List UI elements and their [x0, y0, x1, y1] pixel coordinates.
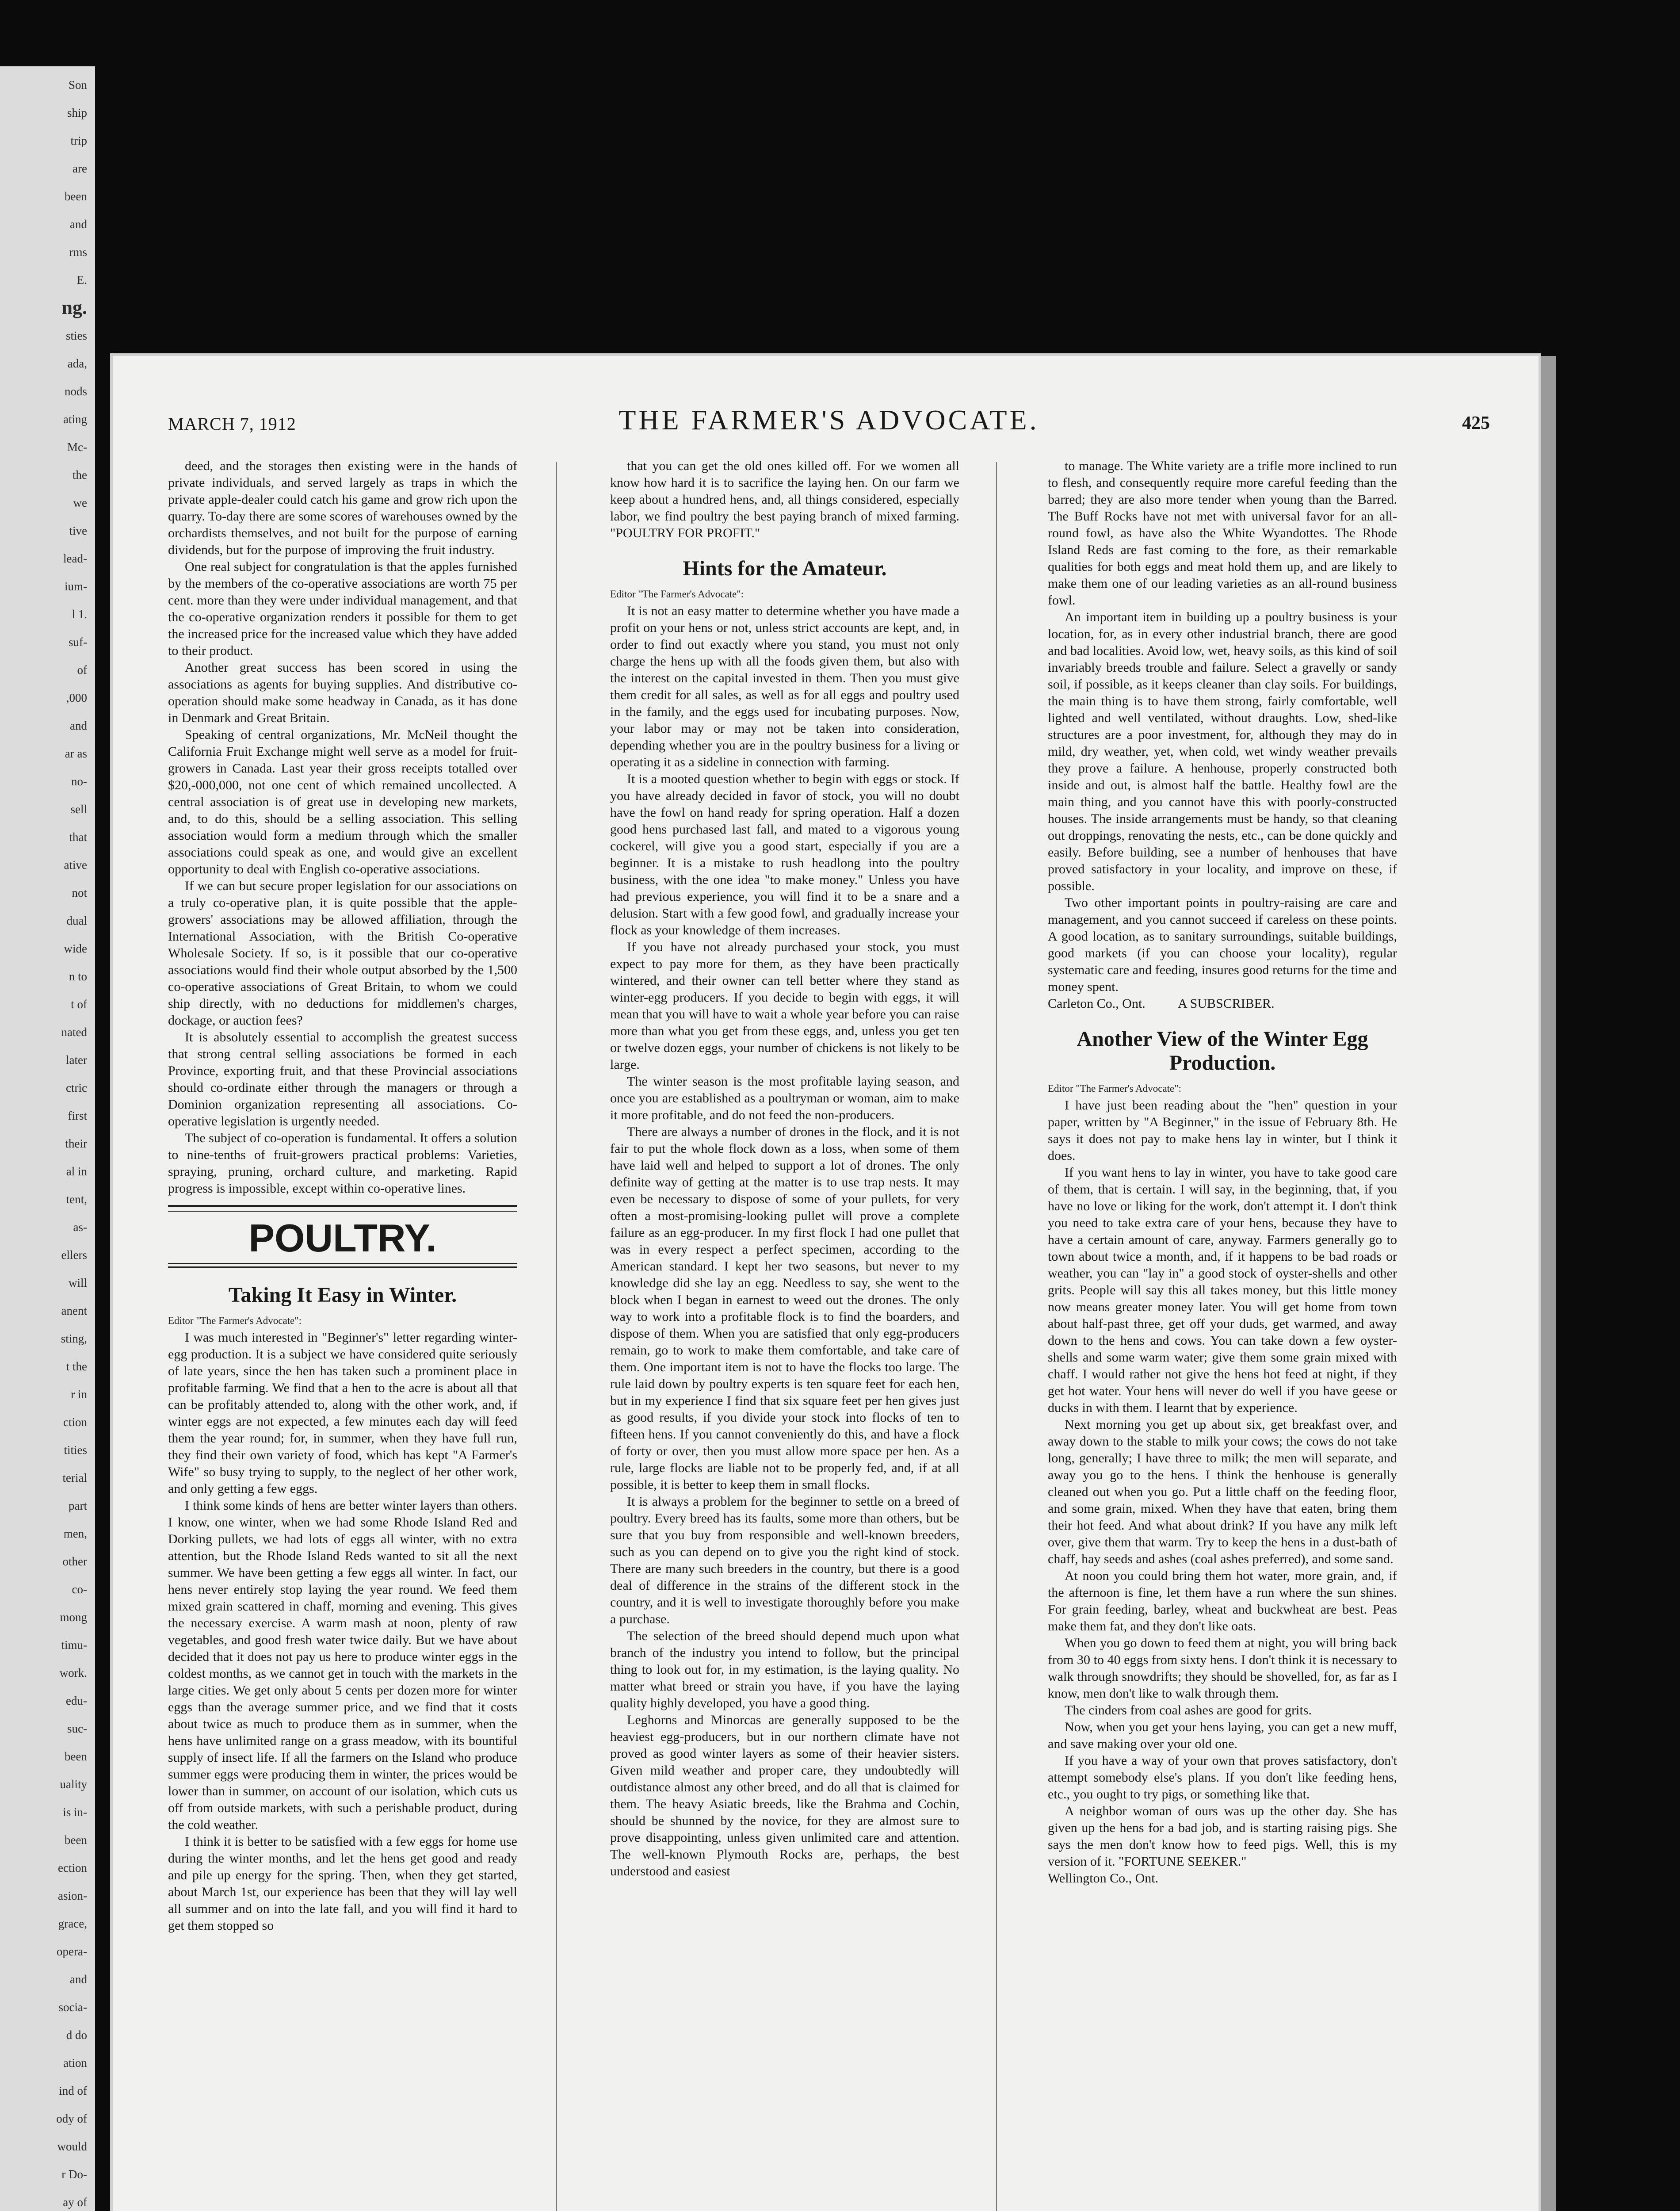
adjacent-page-fragment: will: [68, 1276, 87, 1289]
adjacent-page-fragment: r Do-: [61, 2168, 87, 2181]
paragraph: A neighbor woman of ours was up the other day. She has given up the hens for a bad job, and is starting raising pigs. She says the men don't know how to feed pigs. Well, this is my version of it. "FORTUNE SEEKER.": [1048, 1804, 1397, 1869]
adjacent-page-fragment: been: [65, 190, 87, 203]
paragraph: It is not an easy matter to determine whether you have made a profit on your hens or not, unless strict accounts are kept, and, in order to find out exactly where you stand, you must not only charge the hens up with all the foods given them, but also with the interest on the capital invested in them. Then you must give them credit for all sales, as well as for all eggs and poultry used in the family, and the eggs used for incubating purposes. Now, your labor may or may not be taken into consideration, depending whether you are in the poultry business for a living or operating it as a sideline in connection with farming.: [610, 604, 959, 769]
column-rule: [996, 462, 997, 2211]
adjacent-page-fragment: no-: [71, 775, 87, 788]
paragraph: The winter season is the most profitable laying season, and once you are established as a poultryman or woman, aim to make it more profitable, and do not feed the non-producers.: [610, 1074, 959, 1122]
paragraph: An important item in building up a poultry business is your location, for, as in every other industrial branch, there are good and bad localities. Avoid low, wet, heavy soils, as this kind of soil invariably breeds trouble and failure. Select a gravelly or sandy soil, if possible, as it keeps cleaner than clay soils. For buildings, the main thing is to have them strong, fairly comfortable, well lighted and well ventilated, without draughts. Low, shed-like structures are a poor investment, for, although they may do in mild, dry weather, yet, when cold, wet windy weather prevails they prove a failure. A henhouse, properly constructed both inside and out, is almost half the battle. Healthy fowl are the main thing, and you cannot have this with poorly-constructed houses. The inside arrangements must be handy, so that cleaning out droppings, renovating the nests, etc., can be done quickly and easily. Before building, see a number of henhouses that have proved satisfactory in your locality, and improve on these, if possible.: [1048, 610, 1397, 893]
adjacent-page-fragment: E.: [76, 273, 87, 287]
paragraph: The cinders from coal ashes are good for grits.: [1065, 1703, 1312, 1718]
adjacent-page-fragment: ctric: [66, 1081, 87, 1094]
adjacent-page-fragment: uality: [60, 1778, 87, 1791]
adjacent-page-fragment: ating: [63, 413, 87, 426]
signature: Carleton Co., Ont. A SUBSCRIBER.: [1048, 996, 1275, 1011]
paragraph: If you have not already purchased your stock, you must expect to pay more for them, as they have been practically wintered, and their owner can tell better where they stand as winter-egg producers. If you decide to begin with eggs, it will mean that you will have to wait a whole year before you can raise more than what you get from these eggs, and, unless you get ten or twelve dozen eggs, your number of chickens is not likely to be large.: [610, 940, 959, 1072]
paragraph: Two other important points in poultry-raising are care and management, and you cannot succeed if careless on these points. A good location, as to sanitary surroundings, suitable buildings, good markets (if you can choose your locality), regular systematic care and feeding, insures good returns for the time and money spent.: [1048, 895, 1397, 994]
adjacent-page-fragment: and: [70, 719, 87, 732]
adjacent-page-fragment: Son: [68, 78, 87, 92]
adjacent-page-fragment: suf-: [69, 635, 87, 649]
adjacent-page-fragment: and: [70, 218, 87, 231]
adjacent-page-fragment: edu-: [66, 1694, 87, 1707]
adjacent-page-fragment: sties: [65, 329, 87, 342]
adjacent-page-fragment: trip: [70, 134, 87, 147]
paragraph: Now, when you get your hens laying, you can get a new muff, and save making over your old one.: [1048, 1720, 1397, 1751]
paragraph: It is always a problem for the beginner to settle on a breed of poultry. Every breed has its faults, some more than others, but be sure that you buy from responsible and well-known breeders, such as you can depend on to give you the right kind of stock. There are many such breeders in the country, but there is a good deal of difference in the strains of the different stock in the country, and it is well to investigate thoroughly before you make a purchase.: [610, 1494, 959, 1626]
paragraph: It is a mooted question whether to begin with eggs or stock. If you have already decided in favor of stock, you will no doubt have the fowl on hand ready for spring operation. Half a dozen good hens purchased last fall, and mated to a vigorous young cockerel, will give you a good start, especially if you are a beginner. It is a mistake to rush headlong into the poultry business, with the one idea "to make money." Unless you have had previous experience, you will find it to be a snare and a delusion. Start with a few good fowl, and gradually increase your flock as your knowledge of them increases.: [610, 772, 959, 937]
adjacent-page-fragment: ,000: [66, 691, 87, 704]
adjacent-page-fragment: t the: [66, 1360, 87, 1373]
adjacent-page-fragment: men,: [63, 1527, 87, 1540]
adjacent-page-fragment: sting,: [61, 1332, 87, 1345]
editor-line: Editor "The Farmer's Advocate":: [168, 1315, 302, 1326]
column-3: [1048, 458, 1397, 1887]
adjacent-page-fragment: ship: [67, 106, 87, 119]
adjacent-page-fragment: anent: [61, 1304, 87, 1317]
adjacent-page-fragment: l 1.: [72, 608, 87, 621]
page-number: 425: [1462, 413, 1490, 433]
adjacent-page-fragment: nated: [61, 1025, 87, 1039]
editor-line: Editor "The Farmer's Advocate":: [1048, 1083, 1182, 1094]
adjacent-page-fragment: part: [69, 1499, 87, 1512]
adjacent-page-fragment: wide: [64, 942, 87, 955]
paragraph: Another great success has been scored in using the associations as agents for buying supplies. And distributive co-operation should make some headway in Canada, as it has done in Denmark and Great Britain.: [168, 660, 517, 725]
adjacent-page-fragment: grace,: [58, 1917, 87, 1930]
adjacent-page-fragment: and: [70, 1973, 87, 1986]
adjacent-page-fragment: first: [68, 1109, 87, 1122]
paragraph: It is absolutely essential to accomplish the greatest success that strong central selling associations be formed in each Province, exporting fruit, and that these Provincial associations should co-ordinate either through the managers or through a Dominion organization representing all associations. Co-operative legislation is urgently needed.: [168, 1030, 517, 1128]
adjacent-page-fragment: tent,: [66, 1193, 87, 1206]
paragraph: I think some kinds of hens are better winter layers than others. I know, one winter, when we had some Rhode Island Red and Dorking pullets, we had lots of eggs all winter, with no extra attention, but the Rhode Island Reds wanted to sit all the next summer. We have been getting a few eggs all winter. In fact, our hens never entirely stop laying the year round. We feed them mixed grain scattered in chaff, morning and evening. This gives the necessary exercise. A warm mash at noon, plenty of raw vegetables, and good fresh water twice daily. But we have about decided that it does not pay us here to produce winter eggs in the coldest months, as we cannot get in touch with the markets in the large cities. We get only about 5 cents per dozen more for winter eggs than the average summer price, and we find that it costs about twice as much to produce them as in summer, when the hens have unlimited range on a grass meadow, with its bountiful supply of insect life. If all the farmers on the Island who produce summer eggs were producing them in winter, the prices would be lower than in summer, on account of our isolation, which cuts us off from outside markets, with such a perishable product, during the cold weather.: [168, 1498, 517, 1832]
adjacent-page-fragment: ng.: [61, 297, 87, 318]
paragraph: When you go down to feed them at night, you will bring back from 30 to 40 eggs from sixty hens. I don't think it is necessary to walk through snowdrifts; they should be shovelled, for, as far as I know, men don't like to walk through them.: [1048, 1636, 1397, 1701]
adjacent-page-strip: [0, 66, 95, 2211]
adjacent-page-fragment: co-: [72, 1583, 87, 1596]
newspaper-page: [113, 356, 1539, 2211]
adjacent-page-fragment: tive: [69, 524, 87, 537]
article-title: Another View of the Winter Egg Production.: [1077, 1027, 1368, 1075]
adjacent-page-fragment: been: [65, 1833, 87, 1847]
adjacent-page-fragment: of: [77, 663, 87, 677]
paragraph: I think it is better to be satisfied with a few eggs for home use during the winter months, and let the hens get good and ready and pile up energy for the spring. Then, when they get started, about March 1st, our experience has been that they will lay well all summer and on into the late fall, and you will find it hard to get them stopped so: [168, 1834, 517, 1933]
adjacent-page-fragment: would: [57, 2140, 87, 2153]
adjacent-page-fragment: nods: [64, 385, 87, 398]
adjacent-page-fragment: as-: [73, 1220, 87, 1234]
adjacent-page-fragment: mong: [60, 1610, 87, 1624]
paragraph: that you can get the old ones killed off. For we women all know how hard it is to sacrifice the laying hen. On our farm we keep about a hundred hens, and, all things considered, especially labor, we find poultry the best paying branch of mixed farming. "POULTRY FOR PROFIT.": [610, 459, 959, 540]
adjacent-page-fragment: opera-: [57, 1945, 87, 1958]
adjacent-page-fragment: ay of: [63, 2196, 87, 2209]
paragraph: Leghorns and Minorcas are generally supposed to be the heaviest egg-producers, but in our northern climate have not proved as good winter layers as some of their heavier sisters. Given mild weather and proper care, they undoubtedly will outdistance almost any other breed, and do all that is claimed for them. The heavy Asiatic breeds, like the Brahma and Cochin, should be shunned by the novice, for they are almost sure to prove disappointing, unless given unlimited care and attention. The well-known Plymouth Rocks are, perhaps, the best understood and easiest: [610, 1713, 959, 1878]
editor-line: Editor "The Farmer's Advocate":: [610, 589, 744, 600]
paragraph: I was much interested in "Beginner's" letter regarding winter-egg production. It is a subject we have considered quite seriously of late years, since the hen has taken such a prominent place in profitable farming. We find that a hen to the acre is about all that can be profitably attended to, along with the other work, and, if winter eggs are not expected, a few minutes each day will feed them the year round; for, in summer, when they have full run, they find their own variety of food, which has kept "A Farmer's Wife" so busy trying to supply, to the neglect of her other work, and only getting a few eggs.: [168, 1330, 517, 1496]
adjacent-page-fragment: ellers: [61, 1248, 87, 1262]
publication-title: THE FARMER'S ADVOCATE.: [619, 404, 1039, 436]
adjacent-page-fragment: n to: [69, 970, 87, 983]
adjacent-page-fragment: t of: [71, 998, 87, 1011]
adjacent-page-fragment: ar as: [65, 747, 87, 760]
adjacent-page-fragment: suc-: [67, 1722, 87, 1735]
adjacent-page-fragment: ium-: [65, 580, 87, 593]
paragraph: deed, and the storages then existing were in the hands of private individuals, and served largely as traps in which the private apple-dealer could catch his game and grow rich upon the quarry. To-day there are some scores of warehouses owned by the orchardists themselves, and not built for the purpose of earning dividends, but for the purpose of improving the fruit industry.: [168, 459, 517, 557]
adjacent-page-fragment: ative: [64, 858, 87, 872]
issue-date: MARCH 7, 1912: [168, 414, 296, 434]
adjacent-page-fragment: r in: [71, 1388, 87, 1401]
adjacent-page-fragment: not: [72, 886, 87, 899]
paragraph: If you have a way of your own that proves satisfactory, don't attempt somebody else's plans. If you don't like feeding hens, etc., you ought to try pigs, or something like that.: [1048, 1753, 1397, 1802]
adjacent-page-fragment: ction: [63, 1415, 87, 1429]
page-header: [168, 404, 1490, 444]
paragraph: The subject of co-operation is fundamental. It offers a solution to nine-tenths of fruit-growers practical problems: Varieties, spraying, pruning, orchard culture, and marketing. Rapid progress is impossible, except within co-operative lines.: [168, 1131, 517, 1196]
adjacent-page-fragment: ection: [58, 1861, 87, 1874]
adjacent-page-fragment: d do: [66, 2028, 87, 2042]
section-rule: [168, 1205, 517, 1212]
adjacent-page-fragment: Mc-: [67, 440, 87, 454]
adjacent-page-fragment: ind of: [59, 2084, 87, 2097]
adjacent-page-fragment: asion-: [58, 1889, 87, 1902]
paragraph: The selection of the breed should depend much upon what branch of the industry you intend to follow, but the principal thing to look out for, in my estimation, is the laying quality. No matter what breed or strain you have, if you have the laying quality highly developed, you have a good thing.: [610, 1629, 959, 1710]
signature: Wellington Co., Ont.: [1048, 1871, 1159, 1886]
adjacent-page-fragment: we: [73, 496, 87, 509]
adjacent-page-fragment: their: [65, 1137, 87, 1150]
adjacent-page-fragment: later: [66, 1053, 87, 1067]
section-title: POULTRY.: [248, 1216, 437, 1260]
adjacent-page-fragment: ada,: [67, 357, 87, 370]
article-title: Taking It Easy in Winter.: [228, 1283, 457, 1307]
section-rule: [168, 1263, 517, 1268]
adjacent-page-fragment: timu-: [61, 1638, 87, 1652]
adjacent-page-fragment: the: [73, 468, 87, 482]
adjacent-page-fragment: are: [73, 162, 87, 175]
paragraph: There are always a number of drones in the flock, and it is not fair to put the whole flock down as a loss, when some of them have laid well and helped to support a lot of drones. The only definite way of getting at the matter is to use trap nests. It may even be necessary to dispose of some of your pullets, for very often a most-promising-looking pullet will prove a complete failure as an egg-producer. In my first flock I had one pullet that was in every respect a perfect specimen, according to the American standard. I kept her two seasons, but never to my knowledge did she lay an egg. Needless to say, she went to the block when I began in earnest to weed out the drones. The only way to work into a profitable flock is to find the boarders, and dispose of them. When you are satisfied that only egg-producers remain, go to work to make them comfortable, and take care of them. One important item is not to have the flocks too large. The rule laid down by poultry experts is ten square feet for each hen, but in my experience I find that six square feet per hen gives just as good results, if you divide your stock into flocks of ten to fifteen hens. If you cannot conveniently do this, and have a flock of forty or over, then you must allow more space per hen. As a rule, large flocks are liable not to be properly fed, and, if at all possible, it is better to keep them in small flocks.: [610, 1125, 959, 1492]
adjacent-page-fragment: other: [62, 1555, 87, 1568]
paragraph: If we can but secure proper legislation for our associations on a truly co-operative plan, it is quite possible that the apple-growers' associations may be allowed affiliation, through the International Association, with the British Co-operative Wholesale Society. If so, is it possible that our co-operative associations would find their whole output absorbed by the 1,500 co-operative associations of Great Britain, to whom we could ship directly, with no deductions for middlemen's charges, dockage, or auction fees?: [168, 879, 517, 1028]
adjacent-page-fragment: dual: [66, 914, 87, 927]
paragraph: If you want hens to lay in winter, you have to take good care of them, that is certain. I will say, in the beginning, that, if you have no love or liking for the work, don't attempt it. I don't think you need to take extra care of your hens, because they have to have a certain amount of care, anyway. Farmers generally go to town about twice a month, and, if it happens to be bad roads or weather, you can "lay in" a good stock of oyster-shells and other grits. People will say this all takes money, but this little money now means greater money later. You will get home from town about half-past three, get off your duds, get warmed, and away down to the hens and cows. You can take down a few oyster-shells and some warm water; give them some grain mixed with chaff. I would rather not give the hens hot feed at night, if they get hot water. Your hens will never do well if you have geese or ducks in with them. I learnt that by experience.: [1048, 1165, 1397, 1415]
adjacent-page-fragment: ation: [63, 2056, 87, 2069]
paragraph: to manage. The White variety are a trifle more inclined to run to flesh, and consequently require more careful feeding than the barred; they are also more tender when young than the Barred. The Buff Rocks have not met with universal favor for an all-round fowl, as have also the White Wyandottes. The Rhode Island Reds are fast coming to the fore, as their remarkable qualities for both eggs and meat hold them up, and are likely to make them one of our leading varieties as an all-round business fowl.: [1048, 459, 1397, 608]
adjacent-page-fragment: al in: [66, 1165, 87, 1178]
paragraph: Speaking of central organizations, Mr. McNeil thought the California Fruit Exchange might well serve as a model for fruit-growers in Canada. Last year their gross receipts totalled over $20,-000,000, not one cent of which remained uncollected. A central association is of great use in developing new markets, and, to do this, should be a selling association. This selling association would form a medium through which the smaller associations could speak as one, and would give an excellent opportunity to deal with English co-operative associations.: [168, 727, 517, 876]
adjacent-page-fragment: work.: [59, 1666, 87, 1679]
column-2: [610, 458, 959, 1880]
adjacent-page-fragment: ody of: [56, 2112, 87, 2125]
paragraph: I have just been reading about the "hen" question in your paper, written by "A Beginner," in the issue of February 8th. He says it does not pay to make hens lay in winter, but I think it does.: [1048, 1098, 1397, 1163]
column-1: [168, 458, 517, 1934]
paragraph: Next morning you get up about six, get breakfast over, and away down to the stable to milk your cows; the cows do not take long, generally; I have three to milk; the men will separate, and away you go to the hens. I think the henhouse is generally cleaned out when you go. Put a little chaff on the feeding floor, and some grain, mixed. When they have that eaten, bring them their hot feed. And what about drink? If you have any milk left over, give them that warm. Try to keep the hens in a dust-bath of chaff, hay seeds and ashes (coal ashes preferred), and some sand.: [1048, 1417, 1397, 1566]
adjacent-page-fragment: that: [69, 830, 87, 844]
adjacent-page-fragment: been: [65, 1750, 87, 1763]
adjacent-page-fragment: tities: [64, 1443, 87, 1457]
paragraph: At noon you could bring them hot water, more grain, and, if the afternoon is fine, let them have a run where the sun shines. For grain feeding, barley, wheat and buckwheat are best. Peas make them fat, and they don't like oats.: [1048, 1568, 1397, 1633]
paragraph: One real subject for congratulation is that the apples furnished by the members of the co-operative associations are worth 75 per cent. more than they were under individual management, and that the co-operative organization renders it possible for them to get the increased price for the increased value which they have added to their product.: [168, 559, 517, 658]
adjacent-page-fragment: lead-: [63, 552, 87, 565]
adjacent-page-fragment: socia-: [58, 2001, 87, 2014]
page-edge: [1539, 356, 1556, 2211]
adjacent-page-fragment: is in-: [63, 1806, 87, 1819]
adjacent-page-fragment: sell: [70, 803, 87, 816]
article-title: Hints for the Amateur.: [683, 557, 887, 580]
adjacent-page-fragment: terial: [62, 1471, 87, 1484]
adjacent-page-fragment: rms: [69, 245, 87, 259]
column-rule: [556, 462, 557, 2211]
